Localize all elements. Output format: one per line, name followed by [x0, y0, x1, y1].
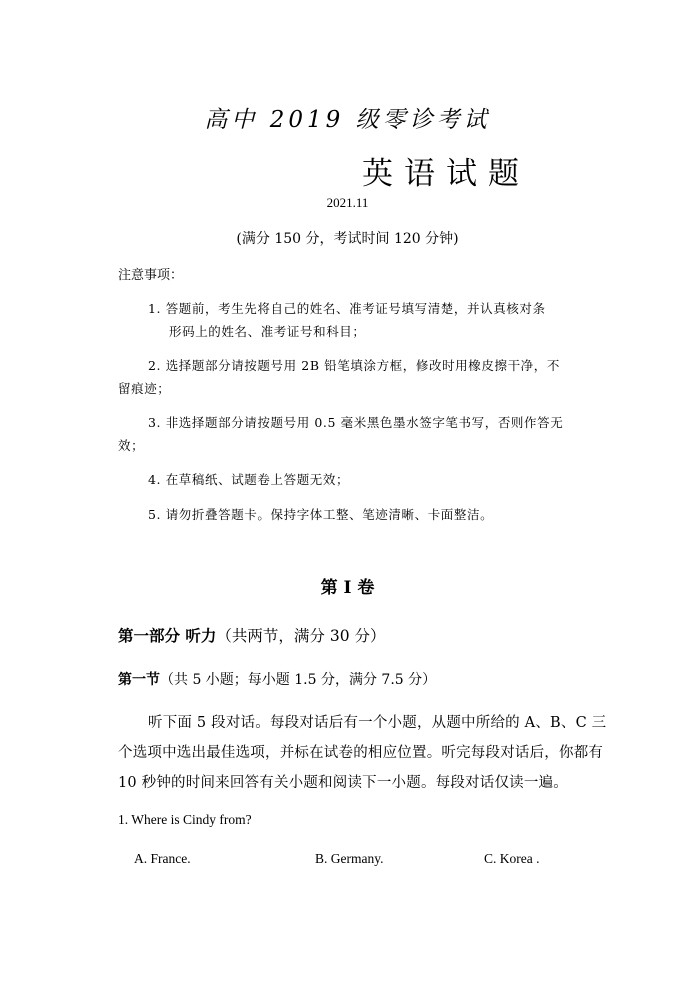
note-5: 5. 请勿折叠答题卡。保持字体工整、笔迹清晰、卡面整洁。 — [148, 507, 494, 522]
instruction-line-3: 10 秒钟的时间来回答有关小题和阅读下一小题。每段对话仅读一遍。 — [118, 775, 568, 791]
exam-title: 高中 2019 级零诊考试 — [204, 107, 491, 133]
instruction-line-2: 个选项中选出最佳选项，并标在试卷的相应位置。听完每段对话后，你都有 — [118, 745, 604, 761]
instruction-line-1: 听下面 5 段对话。每段对话后有一个小题，从题中所给的 A、B、C 三 — [148, 715, 607, 731]
section-heading-detail: （共 5 小题；每小题 1.5 分，满分 7.5 分） — [160, 672, 437, 688]
question-1-option-c: C. Korea . — [484, 851, 540, 866]
note-3-line-2: 效； — [118, 438, 145, 453]
part-heading-detail: （共两节，满分 30 分） — [216, 627, 386, 645]
note-2-line-1: 2. 选择题部分请按题号用 2B 铅笔填涂方框，修改时用橡皮擦干净，不 — [148, 358, 560, 373]
subject-title: 英语试题 — [362, 156, 530, 192]
exam-date: 2021.11 — [326, 195, 369, 210]
note-3-line-1: 3. 非选择题部分请按题号用 0.5 毫米黑色墨水签字笔书写，否则作答无 — [148, 415, 564, 430]
question-1-stem: 1. Where is Cindy from? — [118, 812, 252, 827]
notes-title: 注意事项： — [118, 268, 184, 283]
section-heading-bold: 第一节 — [118, 672, 160, 688]
note-2-line-2: 留痕迹； — [118, 381, 171, 396]
note-1-line-2: 形码上的姓名、准考证号和科目； — [169, 324, 366, 339]
section-heading — [118, 669, 436, 689]
part-heading — [118, 624, 385, 646]
note-1-line-1: 1. 答题前，考生先将自己的姓名、准考证号填写清楚，并认真核对条 — [148, 301, 546, 316]
question-1-option-b: B. Germany. — [315, 851, 384, 866]
question-1-option-a: A. France. — [134, 851, 191, 866]
note-4: 4. 在草稿纸、试题卷上答题无效； — [148, 472, 350, 487]
volume-heading: 第 I 卷 — [320, 578, 375, 598]
part-heading-bold: 第一部分 听力 — [118, 626, 217, 645]
score-and-time: (满分 150 分，考试时间 120 分钟) — [236, 231, 459, 247]
